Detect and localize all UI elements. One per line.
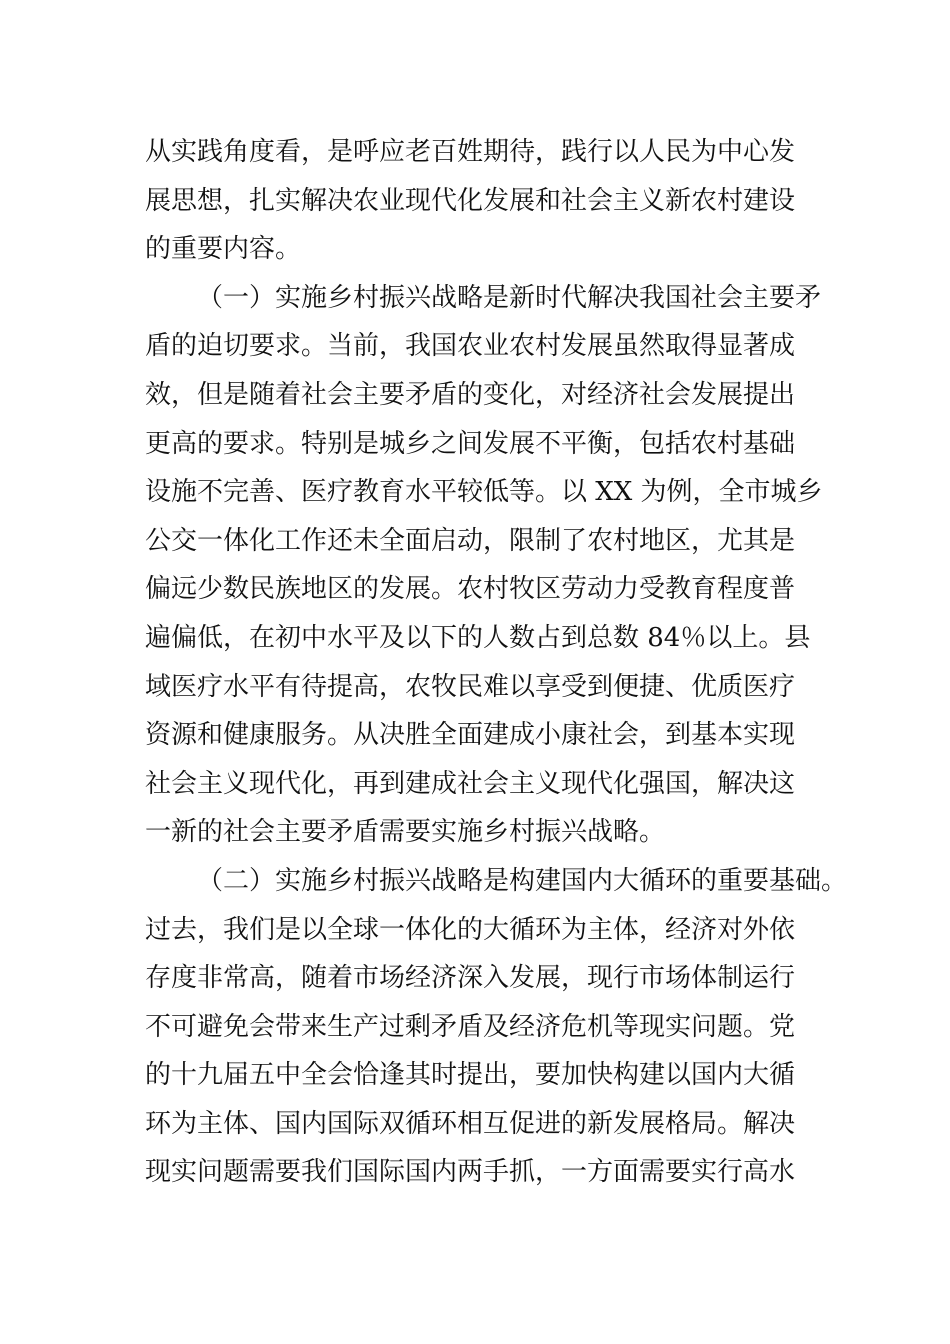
section-one-heading-line: （一）实施乡村振兴战略是新时代解决我国社会主要矛 [197,282,822,313]
text-line-10: 偏远少数民族地区的发展。农村牧区劳动力受教育程度普 [145,574,796,605]
text-line-19: 不可避免会带来生产过剩矛盾及经济危机等现实问题。党 [145,1011,796,1042]
text-line-6: 效，但是随着社会主要矛盾的变化，对经济社会发展提出 [145,379,796,410]
document-body [145,128,848,1197]
text-line-8: 设施不完善、医疗教育水平较低等。以 XX 为例，全市城乡 [145,477,823,508]
text-line-17: 过去，我们是以全球一体化的大循环为主体，经济对外依 [145,914,796,945]
text-line-5: 盾的迫切要求。当前，我国农业农村发展虽然取得显著成 [145,331,796,362]
text-line-14: 社会主义现代化，再到建成社会主义现代化强国，解决这 [145,768,796,799]
text-line-3: 的重要内容。 [145,234,302,265]
text-line-20: 的十九届五中全会恰逢其时提出，要加快构建以国内大循 [145,1060,796,1091]
text-line-1: 从实践角度看，是呼应老百姓期待，践行以人民为中心发 [145,137,796,167]
text-line-18: 存度非常高，随着市场经济深入发展，现行市场体制运行 [145,963,796,994]
text-line-13: 资源和健康服务。从决胜全面建成小康社会，到基本实现 [145,720,796,751]
text-line-9: 公交一体化工作还未全面启动，限制了农村地区，尤其是 [145,525,796,556]
text-line-22: 现实问题需要我们国际国内两手抓，一方面需要实行高水 [145,1157,796,1188]
text-line-2: 展思想，扎实解决农业现代化发展和社会主义新农村建设 [145,185,796,216]
text-line-11: 遍偏低，在初中水平及以下的人数占到总数 84％以上。县 [145,622,811,653]
text-line-12: 域医疗水平有待提高，农牧民难以享受到便捷、优质医疗 [145,671,796,702]
text-line-7: 更高的要求。特别是城乡之间发展不平衡，包括农村基础 [145,428,796,459]
section-two-heading-line: （二）实施乡村振兴战略是构建国内大循环的重要基础。 [197,865,848,896]
text-line-21: 环为主体、国内国际双循环相互促进的新发展格局。解决 [145,1108,796,1139]
text-line-15: 一新的社会主要矛盾需要实施乡村振兴战略。 [145,817,666,848]
